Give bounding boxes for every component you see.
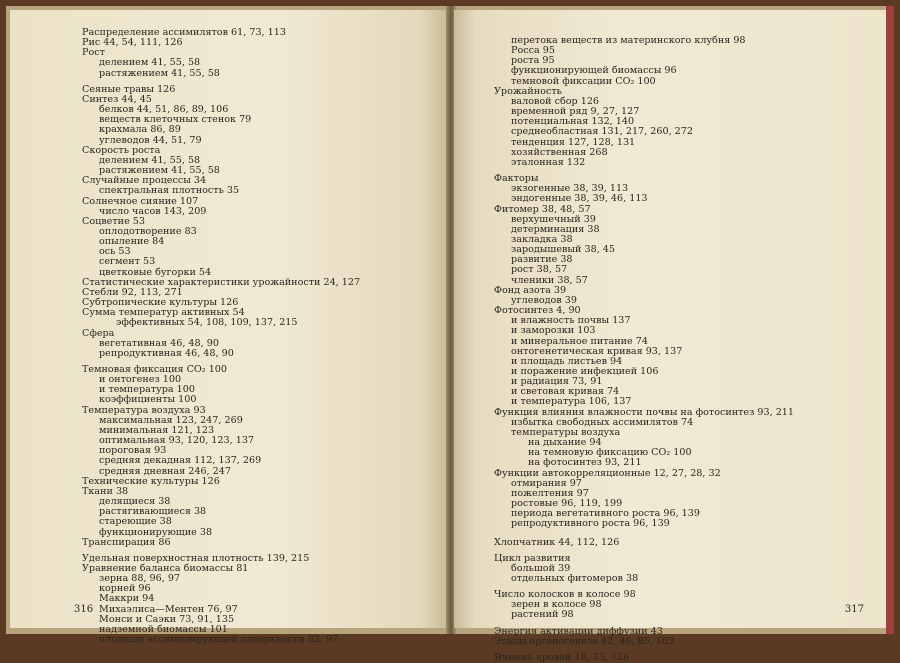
index-subentry: спектральная плотность 35 [99, 185, 240, 197]
index-subentry: зерен в колосе 98 [511, 599, 602, 611]
index-entry: Урожайность [494, 85, 562, 97]
left-page-number: 316 [74, 604, 94, 615]
index-subentry: минимальная 121, 123 [99, 424, 215, 436]
index-subentry: веществ клеточных стенок 79 [99, 114, 252, 126]
index-subentry: отмирания 97 [511, 477, 582, 489]
index-subentry: репродуктивная 46, 48, 90 [99, 347, 234, 359]
index-subentry: детерминация 38 [511, 223, 600, 235]
index-subentry: отдельных фитомеров 38 [511, 572, 639, 584]
index-entry: Сеяные травы 126 [82, 83, 176, 95]
index-subentry: развитие 38 [511, 254, 573, 266]
index-subentry: делящиеся 38 [99, 496, 171, 508]
index-entry: Факторы [494, 173, 539, 185]
index-subentry: надземной биомассы 101 [99, 623, 228, 635]
index-entry: Синтез 44, 45 [82, 93, 152, 105]
index-subentry: температуры воздуха [511, 426, 621, 438]
index-subentry: экзогенные 38, 39, 113 [511, 183, 629, 195]
index-entry: Статистические характеристики урожайности 24, 127 [82, 276, 361, 288]
open-book [6, 6, 894, 663]
index-subentry: функционирующей биомассы 96 [511, 65, 677, 77]
index-subentry: и влажность почвы 137 [511, 315, 631, 327]
index-subentry: и онтогенез 100 [99, 374, 182, 386]
index-entry: Транспирация 86 [82, 536, 171, 548]
index-subentry: и радиация 73, 91 [511, 376, 603, 388]
index-subentry: среднеобластная 131, 217, 260, 272 [511, 126, 693, 138]
left-index-column [82, 28, 442, 645]
index-subentry: и температура 106, 137 [511, 396, 632, 408]
index-subentry: делением 41, 55, 58 [99, 154, 201, 166]
index-subentry: растяжением 41, 55, 58 [99, 67, 220, 79]
index-subentry: число часов 143, 209 [99, 205, 207, 217]
right-index-column [494, 36, 874, 663]
index-subentry: коэффициенты 100 [99, 394, 197, 406]
index-entry: Цикл развития [494, 552, 571, 564]
index-subentry: корней 96 [99, 583, 151, 595]
index-subentry: на фотосинтез 93, 211 [528, 457, 642, 469]
index-subentry: зародышевый 38, 45 [511, 244, 616, 256]
index-subentry: перетока веществ из материнского клубня 98 [511, 35, 746, 46]
index-entry: Фонд азота 39 [494, 284, 567, 296]
index-entry: Уравнение баланса биомассы 81 [82, 562, 249, 574]
index-entry: Распределение ассимилятов 61, 73, 113 [82, 27, 286, 38]
index-entry: Сфера [82, 327, 115, 339]
index-subentry: вегетативная 46, 48, 90 [99, 337, 219, 349]
index-subentry: и световая кривая 74 [511, 386, 620, 398]
index-subentry: оптимальная 93, 120, 123, 137 [99, 435, 255, 447]
index-subentry: избытка свободных ассимилятов 74 [511, 416, 694, 428]
index-entry: Этапы органогенеза 42, 46, 85, 103 [494, 635, 675, 647]
index-subentry: потенциальная 132, 140 [511, 116, 635, 128]
index-subentry: на дыхание 94 [528, 437, 602, 449]
index-entry: Фотосинтез 4, 90 [494, 305, 581, 317]
index-subentry: эталонная 132 [511, 156, 586, 168]
index-entry: Темновая фиксация CO₂ 100 [82, 364, 228, 375]
index-subentry: временной ряд 9, 27, 127 [511, 106, 640, 118]
index-subentry: Маккри 94 [99, 593, 155, 605]
index-subentry: хозяйственная 268 [511, 146, 608, 158]
index-subentry: большой 39 [511, 562, 571, 574]
index-entry: Стебли 92, 113, 271 [82, 286, 183, 298]
index-subentry: пожелтения 97 [511, 487, 589, 499]
index-subentry: максимальная 123, 247, 269 [99, 414, 243, 426]
index-subentry: периода вегетативного роста 96, 139 [511, 508, 700, 520]
index-subentry: углеводов 44, 51, 79 [99, 134, 202, 146]
index-subentry: сегмент 53 [99, 256, 156, 268]
index-entry: Энергия активации диффузии 43 [494, 625, 663, 637]
index-subentry: рост 38, 57 [511, 264, 568, 276]
index-subentry: белков 44, 51, 86, 89, 106 [99, 104, 229, 116]
index-subentry: и температура 100 [99, 384, 195, 396]
index-entry: Хлопчатник 44, 112, 126 [494, 536, 620, 548]
index-subentry: крахмала 86, 89 [99, 124, 181, 136]
index-subentry: темновой фиксации CO₂ 100 [511, 75, 656, 87]
index-entry: Соцветие 53 [82, 215, 146, 227]
index-subentry: делением 41, 55, 58 [99, 57, 201, 69]
index-entry: Удельная поверхностная плотность 139, 215 [82, 552, 310, 564]
index-subentry: закладка 38 [511, 233, 573, 245]
index-subentry: Росса 95 [511, 45, 555, 57]
index-entry: Рис 44, 54, 111, 126 [82, 37, 183, 49]
index-subentry: площади ассимилирующей поверхности 82, 97 [99, 634, 339, 646]
left-page [10, 10, 446, 646]
index-entry: Субтропические культуры 126 [82, 297, 239, 309]
index-subentry: растений 98 [511, 609, 574, 621]
index-entry: Солнечное сияние 107 [82, 195, 199, 207]
index-subentry: средняя декадная 112, 137, 269 [99, 455, 262, 467]
index-subentry: роста 95 [511, 55, 555, 67]
index-subentry: и площадь листьев 94 [511, 355, 623, 367]
index-subentry: пороговая 93 [99, 445, 167, 457]
index-subentry: на темновую фиксацию CO₂ 100 [528, 447, 692, 459]
index-entry: Температура воздуха 93 [82, 404, 206, 416]
index-entry: Случайные процессы 34 [82, 175, 207, 187]
index-entry: Фитомер 38, 48, 57 [494, 203, 591, 215]
index-subentry: оплодотворение 83 [99, 225, 197, 237]
index-subentry: ось 53 [99, 246, 131, 258]
index-subentry: и минеральное питание 74 [511, 335, 648, 347]
index-subentry: и поражение инфекцией 106 [511, 366, 659, 377]
index-entry: Рост [82, 47, 105, 59]
index-subentry: репродуктивного роста 96, 139 [511, 518, 670, 530]
book-cover-edge [886, 6, 894, 634]
index-subentry: растяжением 41, 55, 58 [99, 165, 220, 177]
index-entry: Функции автокорреляционные 12, 27, 28, 32 [494, 467, 721, 479]
index-subentry: Монси и Саэки 73, 91, 135 [99, 613, 235, 625]
index-entry: Ткани 38 [82, 485, 129, 497]
index-entry: Число колосков в колосе 98 [494, 589, 636, 601]
index-subentry: валовой сбор 126 [511, 95, 600, 107]
index-entry: Технические культуры 126 [82, 475, 220, 487]
index-subentry: цветковые бугорки 54 [99, 266, 212, 278]
index-subentry: растягивающиеся 38 [99, 506, 207, 518]
index-subentry: ростовые 96, 119, 199 [511, 498, 623, 510]
index-subentry: эндогенные 38, 39, 46, 113 [511, 193, 648, 205]
index-subentry: Михаэлиса—Ментен 76, 97 [99, 603, 238, 615]
index-subentry: опыление 84 [99, 236, 165, 248]
index-subentry: онтогенетическая кривая 93, 137 [511, 345, 683, 357]
index-subentry: тенденция 127, 128, 131 [511, 136, 636, 148]
index-subentry: и заморозки 103 [511, 325, 596, 337]
index-subentry: верхушечный 39 [511, 213, 596, 225]
right-page [454, 10, 886, 663]
index-subentry: функционирующие 38 [99, 526, 213, 538]
index-subentry: стареющие 38 [99, 516, 172, 528]
index-entry: Скорость роста [82, 144, 161, 156]
index-subentry: углеводов 39 [511, 294, 577, 306]
index-subentry: членики 38, 57 [511, 274, 588, 286]
index-entry: Функция влияния влажности почвы на фотосинтез 93, 211 [494, 406, 795, 418]
index-subentry: средняя дневная 246, 247 [99, 465, 231, 477]
right-page-number: 317 [844, 604, 864, 615]
index-entry: Сумма температур активных 54 [82, 307, 245, 319]
index-subentry: эффективных 54, 108, 109, 137, 215 [116, 317, 298, 329]
index-entry: Ячмень яровой 18, 33, 126 [494, 651, 630, 663]
index-subentry: зерна 88, 96, 97 [99, 573, 181, 585]
